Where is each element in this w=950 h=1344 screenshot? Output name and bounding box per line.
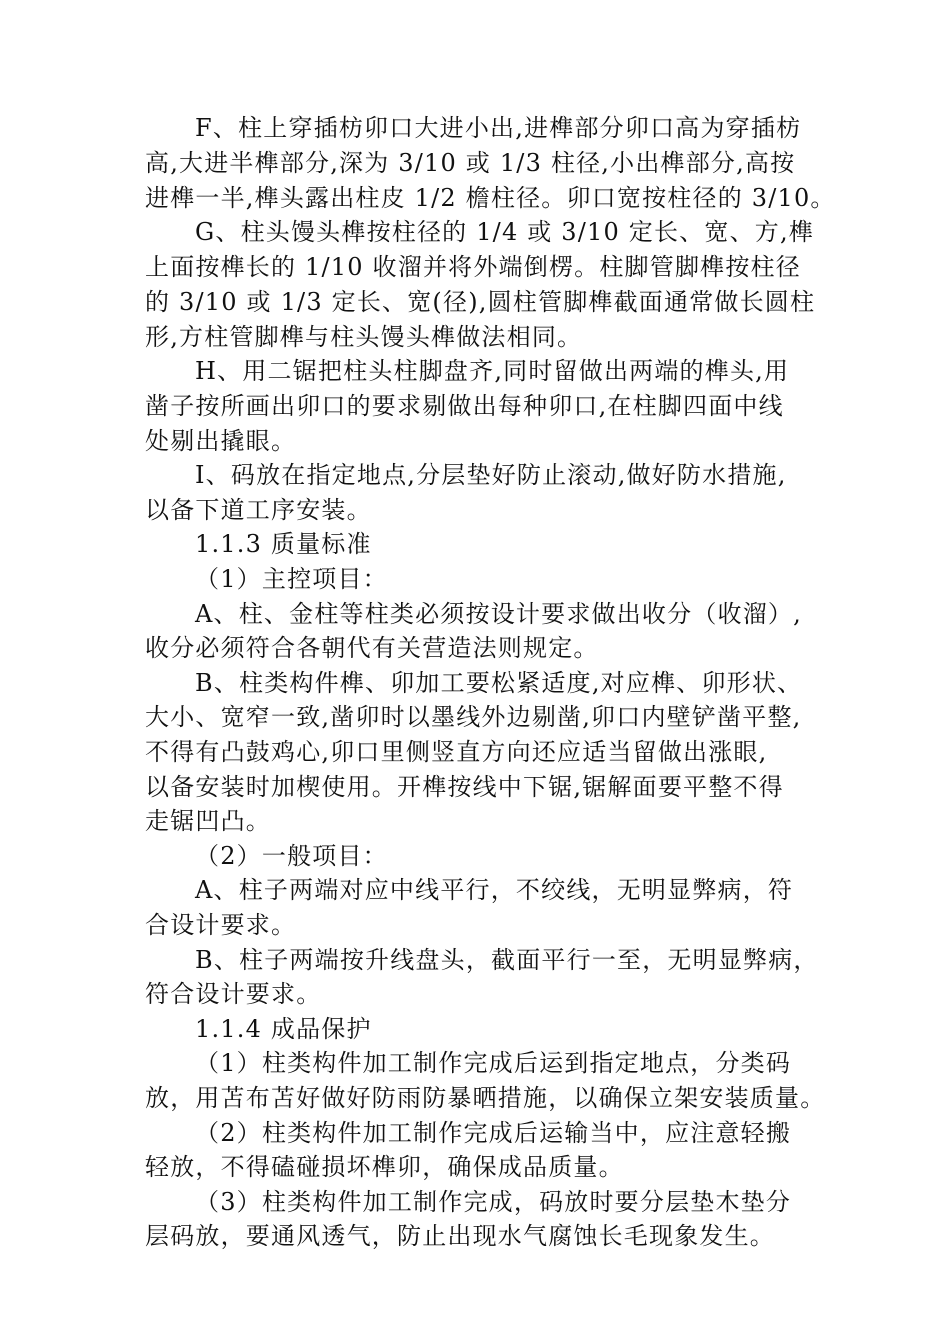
text-line: 层码放，要通风透气，防止出现水气腐蚀长毛现象发生。 bbox=[145, 1222, 775, 1250]
text-line: 走锯凹凸。 bbox=[145, 807, 271, 835]
text-line: B、柱子两端按升线盘头，截面平行一至，无明显弊病， bbox=[195, 946, 819, 974]
section-heading: 1.1.3 质量标准 bbox=[195, 530, 372, 558]
text-line: 进榫一半,榫头露出柱皮 1/2 檐柱径。卯口宽按柱径的 3/10。 bbox=[145, 184, 836, 212]
text-line: A、柱、金柱等柱类必须按设计要求做出收分（收溜）, bbox=[195, 600, 802, 628]
text-line: 轻放，不得磕碰损坏榫卯，确保成品质量。 bbox=[145, 1153, 624, 1181]
text-line: 大小、宽窄一致,凿卯时以墨线外边剔凿,卯口内壁铲凿平整, bbox=[145, 703, 802, 731]
subsection-heading: （2）一般项目： bbox=[195, 842, 388, 870]
text-line: 以备安装时加楔使用。开榫按线中下锯,锯解面要平整不得 bbox=[145, 773, 784, 801]
text-line: F、柱上穿插枋卯口大进小出,进榫部分卯口高为穿插枋 bbox=[195, 114, 802, 142]
text-line: H、用二锯把柱头柱脚盘齐,同时留做出两端的榫头,用 bbox=[195, 357, 790, 385]
subsection-heading: （1）主控项目： bbox=[195, 565, 388, 593]
text-line: 凿子按所画出卯口的要求剔做出每种卯口,在柱脚四面中线 bbox=[145, 392, 784, 420]
text-line: 不得有凸鼓鸡心,卯口里侧竖直方向还应适当留做出涨眼, bbox=[145, 738, 768, 766]
text-line: 的 3/10 或 1/3 定长、宽(径),圆柱管脚榫截面通常做长圆柱 bbox=[145, 288, 816, 316]
text-line: 以备下道工序安装。 bbox=[145, 496, 372, 524]
text-line: 高,大进半榫部分,深为 3/10 或 1/3 柱径,小出榫部分,高按 bbox=[145, 149, 796, 177]
text-line: G、柱头馒头榫按柱径的 1/4 或 3/10 定长、宽、方,榫 bbox=[195, 218, 815, 246]
text-line: 处剔出撬眼。 bbox=[145, 427, 297, 455]
text-line: （3）柱类构件加工制作完成，码放时要分层垫木垫分 bbox=[195, 1188, 792, 1216]
text-line: 符合设计要求。 bbox=[145, 980, 322, 1008]
text-line: 形,方柱管脚榫与柱头馒头榫做法相同。 bbox=[145, 323, 583, 351]
text-line: I、码放在指定地点,分层垫好防止滚动,做好防水措施, bbox=[195, 461, 787, 489]
text-line: 放，用苫布苫好做好防雨防暴晒措施，以确保立架安装质量。 bbox=[145, 1084, 826, 1112]
text-line: B、柱类构件榫、卯加工要松紧适度,对应榫、卯形状、 bbox=[195, 669, 803, 697]
text-line: （1）柱类构件加工制作完成后运到指定地点，分类码 bbox=[195, 1049, 792, 1077]
text-line: 收分必须符合各朝代有关营造法则规定。 bbox=[145, 634, 599, 662]
text-line: 上面按榫长的 1/10 收溜并将外端倒楞。柱脚管脚榫按柱径 bbox=[145, 253, 801, 281]
text-line: （2）柱类构件加工制作完成后运输当中，应注意轻搬 bbox=[195, 1119, 792, 1147]
section-heading: 1.1.4 成品保护 bbox=[195, 1015, 372, 1043]
text-line: 合设计要求。 bbox=[145, 911, 297, 939]
text-line: A、柱子两端对应中线平行，不绞线，无明显弊病，符 bbox=[195, 876, 794, 904]
